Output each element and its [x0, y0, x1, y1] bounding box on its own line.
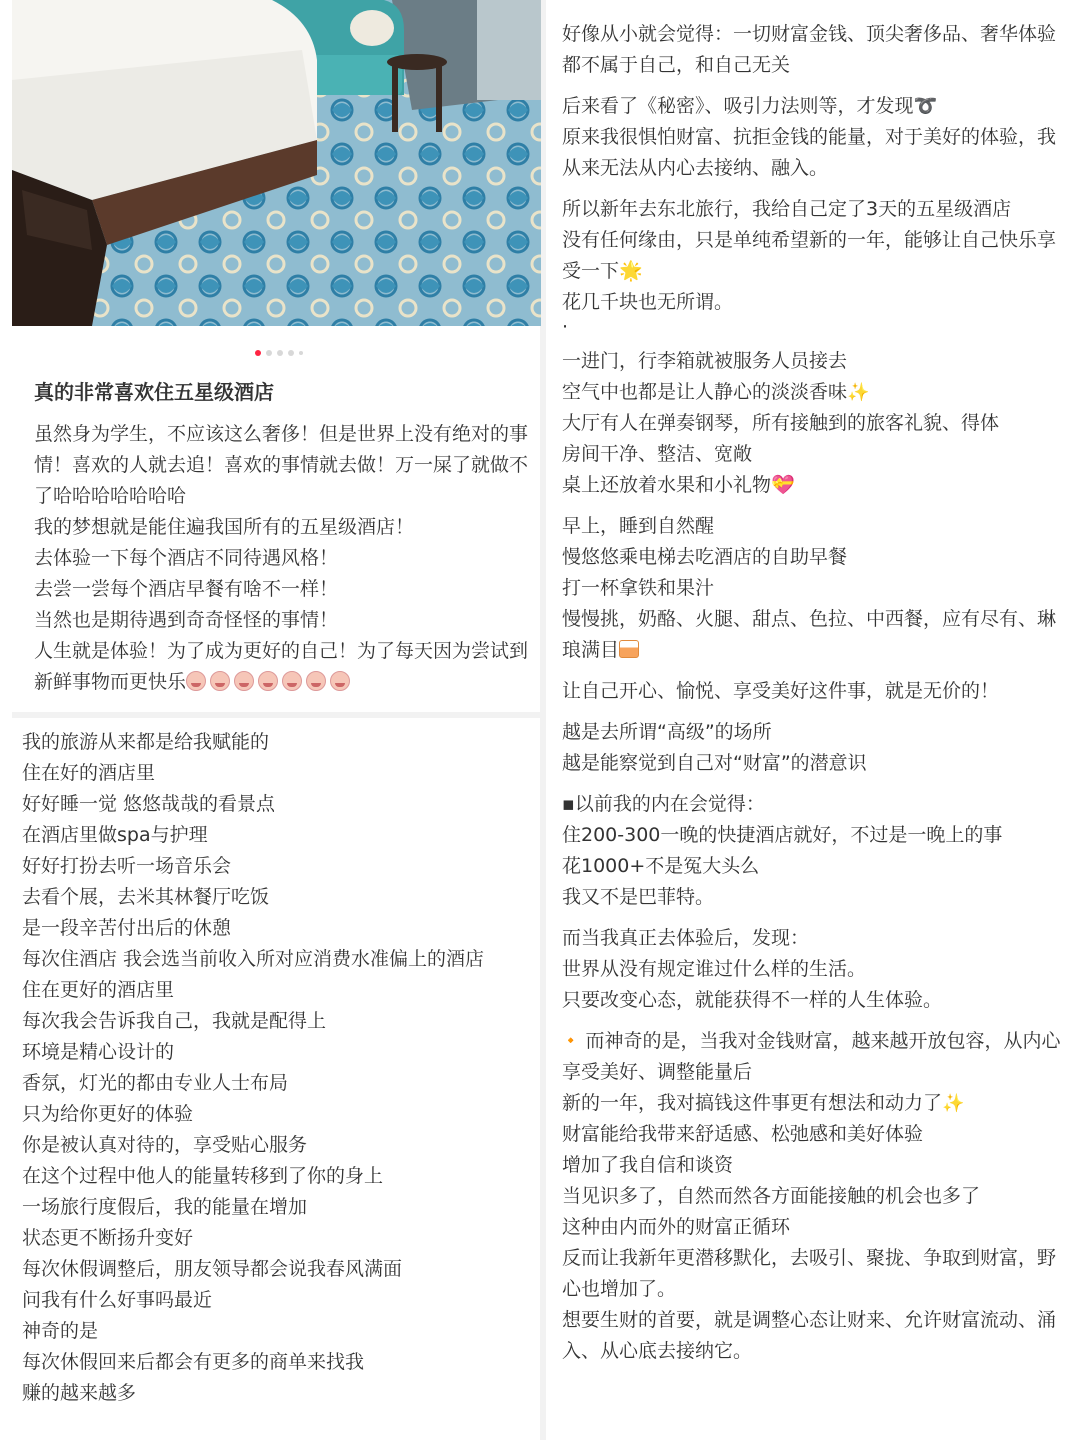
text-line: 每次我会告诉我自己，我就是配得上: [22, 1010, 327, 1032]
text-line: 空气中也都是让人静心的淡淡香味: [562, 381, 848, 403]
text-line: 环境是精心设计的: [22, 1041, 175, 1063]
orange-diamond-icon: 🔸: [562, 1033, 580, 1049]
text-line: 大厅有人在弹奏钢琴，所有接触到的旅客礼貌、得体: [562, 412, 1000, 434]
text-line: 每次住酒店 我会选当前收入所对应消费水准偏上的酒店: [22, 948, 485, 970]
text-line: 状态更不断扬升变好: [22, 1227, 194, 1249]
text-line: 早上，睡到自然醒: [562, 515, 715, 537]
text-line: 后来看了《秘密》、吸引力法则等，才发现➰: [562, 95, 938, 117]
text-line: 房间干净、整洁、宽敞: [562, 443, 753, 465]
text-line-with-emoji: [562, 604, 1062, 666]
text-line: 去看个展，去米其林餐厅吃饭: [22, 886, 270, 908]
paragraph-5: [562, 511, 1062, 666]
text-line: 而神奇的是，当我对金钱财富，越来越开放包容，从内心享受美好、调整能量后: [562, 1030, 1061, 1083]
text-line: 神奇的是: [22, 1320, 99, 1342]
post-paragraph: 当然也是期待遇到奇奇怪怪的事情！: [34, 609, 339, 631]
text-line: 没有任何缘由，只是单纯希望新的一年，能够让自己快乐享受一下: [562, 229, 1057, 282]
post-body: [34, 419, 534, 698]
text-line: 好好睡一觉 悠悠哉哉的看景点: [22, 793, 276, 815]
text-line: 一场旅行度假后，我的能量在增加: [22, 1196, 308, 1218]
text-line: 花几千块也无所谓。: [562, 291, 734, 313]
sparkles-icon: ✨: [847, 382, 870, 403]
paragraph-1: [562, 19, 1062, 81]
text-line: 我又不是巴菲特。: [562, 886, 715, 908]
paragraph-6: [562, 676, 1062, 707]
text-line: 反而让我新年更潜移默化，去吸引、聚拢、争取到财富，野心也增加了。: [562, 1247, 1057, 1300]
text-line-with-emoji: [562, 1088, 1062, 1119]
text-line: 是一段辛苦付出后的休憩: [22, 917, 232, 939]
text-line: 想要生财的首要，就是调整心态让财来、允许财富流动、涌入、从心底去接纳它。: [562, 1309, 1057, 1362]
text-line: 慢悠悠乘电梯去吃酒店的自助早餐: [562, 546, 848, 568]
text-line: 这种由内而外的财富正循环: [562, 1216, 791, 1238]
sparkles-icon: ✨: [942, 1093, 965, 1114]
paragraph-10: [562, 1026, 1062, 1367]
text-line: 一进门，行李箱就被服务人员接去: [562, 350, 848, 372]
text-line: 只为给你更好的体验: [22, 1103, 194, 1125]
paragraph-9: [562, 923, 1062, 1016]
text-line: 在酒店里做spa与护理: [22, 824, 208, 846]
right-column-text: [562, 19, 1062, 1377]
post-paragraph: 虽然身为学生，不应该这么奢侈！但是世界上没有绝对的事情！喜欢的人就去追！喜欢的事情就去做！万一屎了就做不了哈哈哈哈哈哈哈: [34, 423, 529, 507]
text-line: 世界从没有规定谁过什么样的生活。: [562, 958, 867, 980]
text-line: 住200-300一晚的快捷酒店就好，不过是一晚上的事: [562, 824, 1003, 846]
cake-icon: [619, 640, 639, 658]
paragraph-7: [562, 717, 1062, 779]
post-paragraph-last: [34, 636, 534, 698]
text-line: 财富能给我带来舒适感、松弛感和美好体验: [562, 1123, 924, 1145]
text-line: 在这个过程中他人的能量转移到了你的身上: [22, 1165, 384, 1187]
paragraph-8: [562, 789, 1062, 913]
post-paragraph: 人生就是体验！为了成为更好的自己！为了每天因为尝试到新鲜事物而更快乐: [34, 640, 529, 693]
carousel-dot-3[interactable]: [277, 350, 283, 356]
text-line: 花1000+不是冤大头么: [562, 855, 760, 877]
text-line: 赚的越来越多: [22, 1382, 137, 1404]
text-line: 住在更好的酒店里: [22, 979, 175, 1001]
text-line: 当见识多了，自然而然各方面能接触的机会也多了: [562, 1185, 981, 1207]
post-title: 真的非常喜欢住五星级酒店: [34, 380, 274, 404]
hotel-room-photo[interactable]: [12, 0, 541, 326]
text-line: 好好打扮去听一场音乐会: [22, 855, 232, 877]
paragraph-4: [562, 346, 1062, 501]
text-line: 我的旅游从来都是给我赋能的: [22, 731, 270, 753]
carousel-dot-1[interactable]: [255, 350, 261, 356]
carousel-indicator[interactable]: [255, 350, 303, 356]
text-line: 只要改变心态，就能获得不一样的人生体验。: [562, 989, 943, 1011]
text-line-with-emoji: [562, 377, 1062, 408]
laughing-face-icons: [186, 667, 354, 698]
post-paragraph: 去尝一尝每个酒店早餐有啥不一样！: [34, 578, 339, 600]
text-line: 新的一年，我对搞钱这件事更有想法和动力了: [562, 1092, 943, 1114]
text-line: 你是被认真对待的，享受贴心服务: [22, 1134, 308, 1156]
section-divider: [12, 712, 541, 718]
text-line: 住在好的酒店里: [22, 762, 156, 784]
text-line: 打一杯拿铁和果汁: [562, 577, 715, 599]
paragraph-3: [562, 194, 1062, 336]
left-column-text: [22, 727, 527, 1409]
text-line: 原来我很惧怕财富、抗拒金钱的能量，对于美好的体验，我从来无法从内心去接纳、融入。: [562, 126, 1057, 179]
text-line: 而当我真正去体验后，发现：: [562, 927, 810, 949]
text-line: 好像从小就会觉得：一切财富金钱、顶尖奢侈品、奢华体验都不属于自己，和自己无关: [562, 23, 1057, 76]
text-line-with-emoji: [562, 225, 1062, 287]
text-line: 每次休假调整后，朋友领导都会说我春风满面: [22, 1258, 403, 1280]
carousel-dot-2[interactable]: [266, 350, 272, 356]
text-line: 每次休假回来后都会有更多的商单来找我: [22, 1351, 365, 1373]
text-line-with-emoji: [562, 470, 1062, 501]
post-paragraph: 去体验一下每个酒店不同待遇风格！: [34, 547, 339, 569]
text-line: 香氛，灯光的都由专业人士布局: [22, 1072, 289, 1094]
carousel-dot-4[interactable]: [288, 350, 294, 356]
text-line: 所以新年去东北旅行，我给自己定了3天的五星级酒店: [562, 198, 1012, 220]
paragraph-2: [562, 91, 1062, 184]
text-line: ▪以前我的内在会觉得：: [562, 793, 765, 815]
glowing-star-icon: 🌟: [619, 260, 643, 282]
text-line: 桌上还放着水果和小礼物: [562, 474, 772, 496]
text-line: 让自己开心、愉悦、享受美好这件事，就是无价的！: [562, 680, 1000, 702]
text-line: 越是能察觉到自己对“财富”的潜意识: [562, 752, 867, 774]
text-line: 问我有什么好事吗最近: [22, 1289, 213, 1311]
text-line: 增加了我自信和谈资: [562, 1154, 734, 1176]
text-line: ·: [562, 316, 569, 338]
text-line: 慢慢挑，奶酪、火腿、甜点、色拉、中西餐，应有尽有、琳琅满目: [562, 608, 1057, 661]
text-line-with-emoji: [562, 1026, 1062, 1088]
carousel-dot-5[interactable]: [299, 351, 303, 355]
post-paragraph: 我的梦想就是能住遍我国所有的五星级酒店！: [34, 516, 415, 538]
gift-heart-icon: 💝: [771, 474, 795, 496]
text-line: 越是去所谓“高级”的场所: [562, 721, 772, 743]
